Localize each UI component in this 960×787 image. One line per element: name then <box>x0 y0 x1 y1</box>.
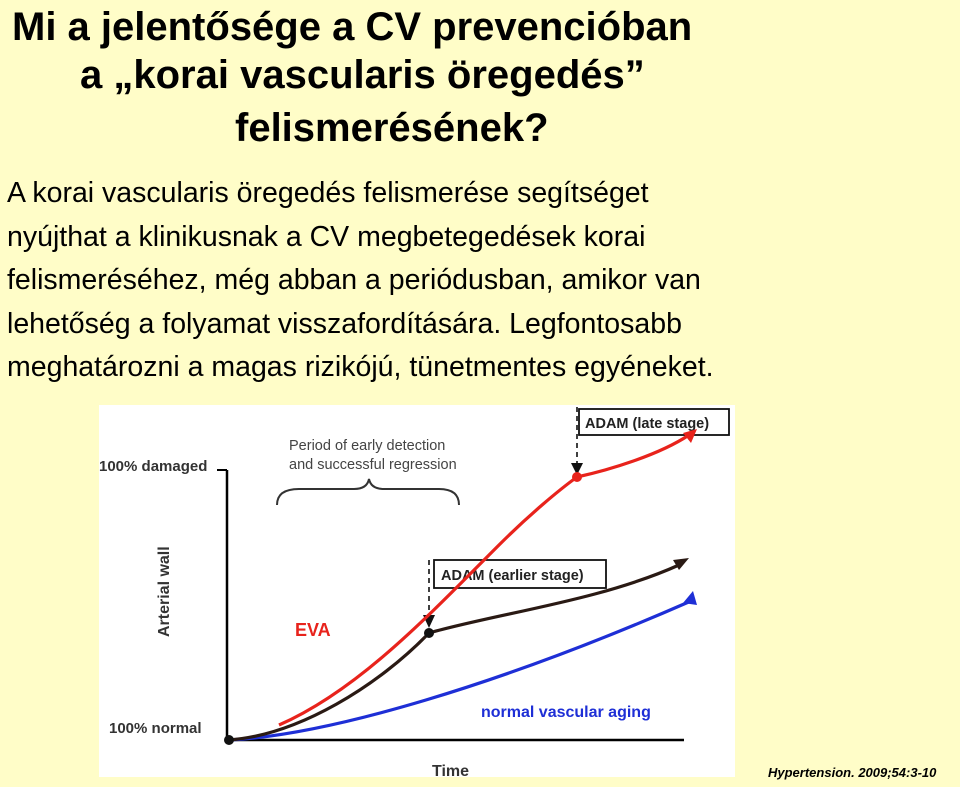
citation-ref: 2009;54:3-10 <box>858 765 937 780</box>
start-point-marker <box>224 735 234 745</box>
normal-curve-arrow-icon <box>683 591 697 605</box>
title-line-1: Mi a jelentősége a CV prevencióban <box>12 5 693 49</box>
adam-late-label: ADAM (late stage) <box>585 416 710 432</box>
x-axis-label: Time <box>432 763 470 777</box>
detection-period-brace <box>277 479 459 505</box>
citation-journal: Hypertension. <box>768 765 855 780</box>
adam-late-point-marker <box>572 472 582 482</box>
paragraph-line: A korai vascularis öregedés felismerése segítséget <box>7 177 649 209</box>
brace-label-line-2: and successful regression <box>289 457 457 473</box>
vascular-aging-figure <box>99 405 735 777</box>
adam-early-point-marker <box>424 628 434 638</box>
paragraph-line: meghatározni a magas rizikójú, tünetmentes egyéneket. <box>7 351 714 383</box>
normal-aging-label: normal vascular aging <box>481 704 651 721</box>
y-bottom-label: 100% normal <box>109 720 202 737</box>
adam-early-label: ADAM (earlier stage) <box>441 568 584 584</box>
brace-label-line-1: Period of early detection <box>289 438 446 454</box>
y-axis-label: Arterial wall <box>156 546 173 637</box>
body-paragraph <box>7 172 957 390</box>
paragraph-line: lehetőség a folyamat visszafordítására. Legfontosabb <box>7 307 682 340</box>
paragraph-line: nyújthat a klinikusnak a CV megbetegedések korai <box>7 220 646 253</box>
citation <box>768 765 936 780</box>
paragraph-line: felismeréséhez, még abban a periódusban, amikor van <box>7 264 701 296</box>
y-top-label: 100% damaged <box>99 458 208 475</box>
title-line-2: a „korai vascularis öregedés” <box>80 53 645 97</box>
title-line-3: felismerésének? <box>235 106 549 150</box>
eva-red-curve <box>279 477 577 725</box>
adam-late-red-curve <box>577 435 689 477</box>
eva-label: EVA <box>295 620 331 640</box>
